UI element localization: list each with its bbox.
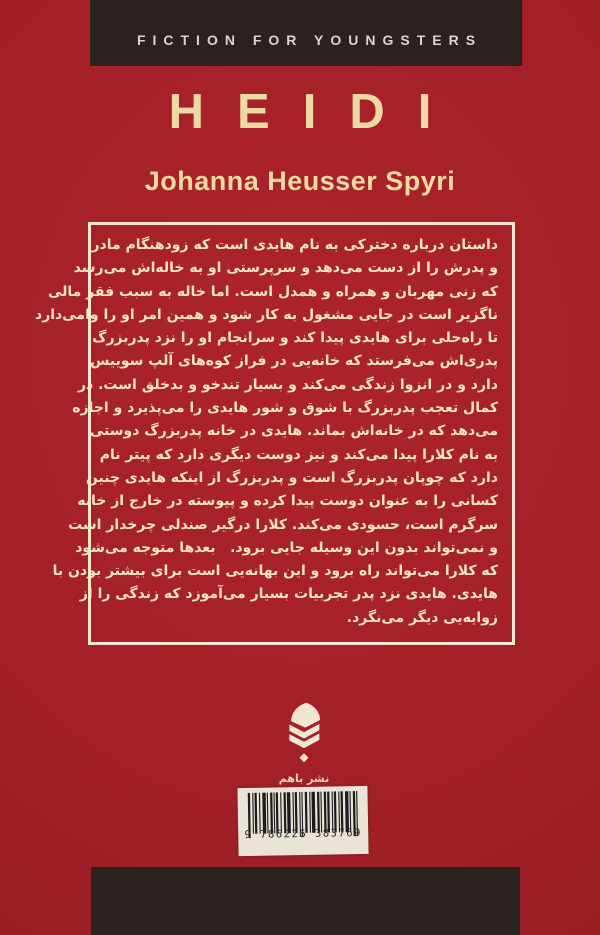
synopsis-line: تا راه‌حلی برای هایدی پیدا کند و سرانجام او را نزد پدربزرگ bbox=[92, 330, 498, 347]
synopsis-line: پدری‌اش می‌فرستد که خانه‌یی در فراز کوه‌های آلپ سوییس bbox=[90, 353, 498, 370]
synopsis-line: که کلارا می‌تواند راه برود و این بهانه‌یی است برای بیشتر بودن با bbox=[52, 563, 498, 580]
synopsis-line: هایدی. هایدی نزد پدر تجربیات بسیار می‌آموزد که زندگی را از bbox=[79, 586, 498, 603]
author-name: Johanna Heusser Spyri bbox=[144, 166, 456, 196]
publisher-block bbox=[0, 702, 600, 785]
synopsis-line: ناگزیر است در جایی مشغول به کار شود و همین امر او را وامی‌دارد bbox=[35, 306, 498, 323]
synopsis-line: و نمی‌تواند بدون این وسیله جایی برود. بعدها متوجه می‌شود bbox=[75, 539, 498, 556]
series-label: FICTION FOR YOUNGSTERS bbox=[136, 32, 483, 48]
synopsis-line: کمال تعجب پدربزرگ با شوق و شور هایدی را می‌پذیرد و اجازه bbox=[72, 400, 498, 417]
synopsis-line: کسانی را به عنوان دوست پیدا کرده و پیوسته در خارج از خانه bbox=[77, 493, 498, 510]
synopsis-line: دارد و در انزوا زندگی می‌کند و بسیار تندخو و بدخلق است. در bbox=[78, 376, 498, 393]
synopsis-line: سرگرم است، حسودی می‌کند. کلارا درگیر صندلی چرخدار است bbox=[68, 516, 498, 533]
synopsis-line: داستان درباره دخترکی به نام هایدی است که زودهنگام مادر bbox=[91, 237, 498, 253]
baham-publisher-logo-icon bbox=[272, 702, 336, 770]
publisher-name: نشر باهم bbox=[278, 772, 330, 785]
synopsis-line: می‌دهد که در خانه‌اش بماند. هایدی در خانه پدربزرگ دوستی bbox=[89, 423, 498, 440]
synopsis-box bbox=[35, 222, 515, 645]
barcode-number: 9 786226 383769 bbox=[244, 826, 362, 842]
synopsis-line: که زنی مهربان و همراه و همدل است. اما خاله به سبب فقر مالی bbox=[47, 283, 498, 300]
bottom-band bbox=[91, 867, 520, 935]
series-band bbox=[90, 0, 522, 66]
synopsis-line: به نام کلارا پیدا می‌کند و نیز دوست دیگری دارد که پیتر نام bbox=[99, 446, 498, 463]
synopsis-line: و پدرش را از دست می‌دهد و سرپرستی او به خاله‌اش می‌رسد bbox=[73, 260, 498, 277]
book-title: HEIDI bbox=[168, 85, 465, 139]
synopsis-line: زوایه‌یی دیگر می‌نگرد. bbox=[346, 609, 498, 626]
barcode bbox=[237, 786, 368, 856]
synopsis-line: دارد که چوپان پدربزرگ است و پدربزرگ از اینکه هایدی چنین bbox=[85, 469, 498, 486]
